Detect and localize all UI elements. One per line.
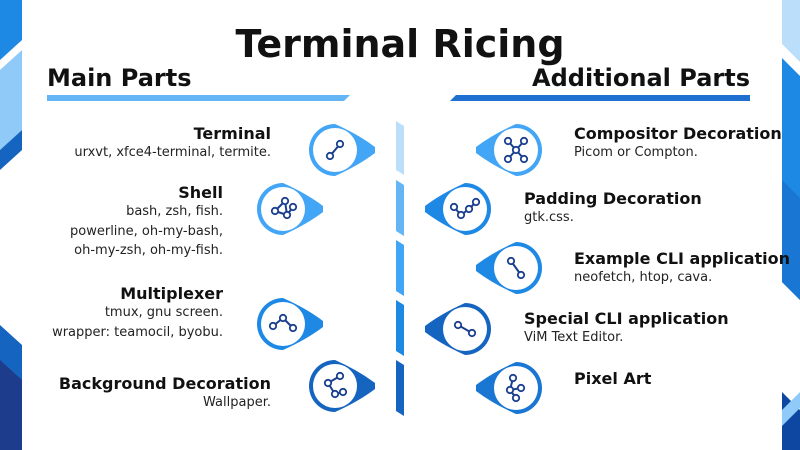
icon-node <box>507 387 513 393</box>
icon-node <box>280 315 286 321</box>
icon-node <box>505 156 511 162</box>
item-desc-line: Picom or Compton. <box>574 145 698 160</box>
item-title: Pixel Art <box>574 369 652 388</box>
icon-node <box>332 391 338 397</box>
icon-inner-circle <box>261 187 305 231</box>
main-item-multiplexer <box>52 284 223 342</box>
node-graph-icon <box>309 124 375 176</box>
item-desc-line: bash, zsh, fish. <box>126 204 223 219</box>
item-desc-line: oh-my-zsh, oh-my-fish. <box>74 243 223 258</box>
icon-node <box>455 322 461 328</box>
item-desc-line: Wallpaper. <box>203 395 271 410</box>
item-title: Background Decoration <box>58 374 271 393</box>
node-graph-icon <box>257 183 323 235</box>
icon-node <box>518 385 524 391</box>
item-title: Example CLI application <box>574 249 791 268</box>
additional-parts-heading: Additional Parts <box>532 64 750 92</box>
main-item-shell <box>70 183 223 261</box>
item-title: Compositor Decoration <box>574 124 782 143</box>
icon-node <box>340 389 346 395</box>
page-title: Terminal Ricing <box>235 22 565 66</box>
node-graph-icon <box>309 360 375 412</box>
icon-node <box>337 141 343 147</box>
icon-node <box>451 204 457 210</box>
icon-node <box>272 208 278 214</box>
item-title: Special CLI application <box>524 309 729 328</box>
node-graph-icon <box>425 303 491 355</box>
icon-node <box>508 258 514 264</box>
icon-node <box>513 147 519 153</box>
icon-node <box>270 323 276 329</box>
item-desc-line: ViM Text Editor. <box>524 330 624 345</box>
icon-node <box>327 153 333 159</box>
icon-node <box>458 212 464 218</box>
item-desc-line: tmux, gnu screen. <box>104 305 223 320</box>
item-desc-line: powerline, oh-my-bash, <box>70 223 223 239</box>
icon-node <box>282 198 288 204</box>
item-desc-line: wrapper: teamocil, byobu. <box>52 324 223 340</box>
icon-node <box>290 325 296 331</box>
additional-item-special-cli <box>524 309 729 348</box>
main-parts-heading: Main Parts <box>47 64 192 92</box>
item-desc-line: urxvt, xfce4-terminal, termite. <box>74 145 271 160</box>
icon-node <box>466 206 472 212</box>
icon-inner-circle <box>261 302 305 346</box>
node-graph-icon <box>425 183 491 235</box>
icon-node <box>518 272 524 278</box>
icon-node <box>473 199 479 205</box>
main-item-terminal <box>74 124 271 163</box>
icon-inner-circle <box>313 364 357 408</box>
icon-node <box>521 156 527 162</box>
icon-node <box>505 138 511 144</box>
icon-node <box>513 395 519 401</box>
icon-node <box>337 373 343 379</box>
additional-item-pixel-art <box>574 369 651 388</box>
additional-item-compositor-decoration <box>574 124 782 163</box>
icon-node <box>284 212 290 218</box>
node-graph-icon <box>257 298 323 350</box>
item-title: Multiplexer <box>120 284 223 303</box>
item-title: Shell <box>178 183 223 202</box>
icon-node <box>325 380 331 386</box>
item-desc-line: neofetch, htop, cava. <box>574 270 713 285</box>
item-title: Padding Decoration <box>524 189 702 208</box>
node-graph-icon <box>476 124 542 176</box>
item-title: Terminal <box>193 124 271 143</box>
icon-node <box>290 204 296 210</box>
additional-item-padding-decoration <box>524 189 702 228</box>
main-item-background-decoration <box>59 374 271 413</box>
node-graph-icon <box>476 362 542 414</box>
item-desc-line: gtk.css. <box>524 210 574 225</box>
additional-item-example-cli <box>574 249 790 288</box>
icon-node <box>469 330 475 336</box>
icon-node <box>521 138 527 144</box>
icon-node <box>510 375 516 381</box>
node-graph-icon <box>476 242 542 294</box>
